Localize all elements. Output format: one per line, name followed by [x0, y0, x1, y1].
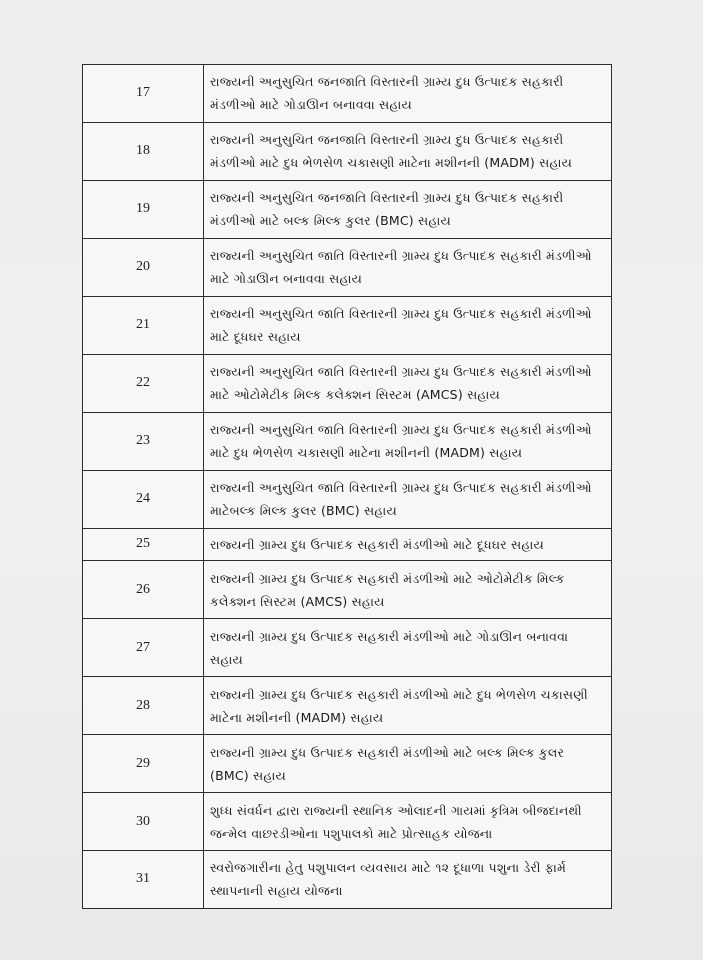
- scheme-description: રાજ્યની ગ્રામ્ય દુધ ઉત્પાદક સહકારી મંડળીઓ માટે દૂધઘર સહાય: [204, 528, 612, 561]
- scheme-list-table: [82, 64, 612, 909]
- table-row: [83, 470, 612, 528]
- row-number: 22: [83, 354, 204, 412]
- table-row: [83, 677, 612, 735]
- row-number: 19: [83, 180, 204, 238]
- row-number: 27: [83, 619, 204, 677]
- table-row: [83, 561, 612, 619]
- table-row: [83, 296, 612, 354]
- table-row: [83, 850, 612, 908]
- row-number: 17: [83, 65, 204, 123]
- table-row: [83, 180, 612, 238]
- table-row: [83, 619, 612, 677]
- row-number: 18: [83, 122, 204, 180]
- row-number: 26: [83, 561, 204, 619]
- row-number: 31: [83, 850, 204, 908]
- row-number: 29: [83, 735, 204, 793]
- table-row: [83, 528, 612, 561]
- table-row: [83, 354, 612, 412]
- row-number: 25: [83, 528, 204, 561]
- scheme-description: રાજ્યની અનુસુચિત જાતિ વિસ્તારની ગ્રામ્ય દુધ ઉત્પાદક સહકારી મંડળીઓ માટે દૂધઘર સહાય: [204, 296, 612, 354]
- row-number: 20: [83, 238, 204, 296]
- table-row: [83, 65, 612, 123]
- row-number: 30: [83, 793, 204, 851]
- table-row: [83, 238, 612, 296]
- scheme-description: રાજ્યની અનુસુચિત જાતિ વિસ્તારની ગ્રામ્ય દુધ ઉત્પાદક સહકારી મંડળીઓ માટે ઓટોમેટીક મિલ્ક કલેક્શન સિસ્ટમ (AMCS) સહાય: [204, 354, 612, 412]
- table-row: [83, 793, 612, 851]
- table-row: [83, 412, 612, 470]
- scheme-description: સ્વરોજગારીના હેતુ પશુપાલન વ્યવસાય માટે ૧૨ દૂધાળા પશુના ડેરી ફાર્મ સ્થાપનાની સહાય યોજના: [204, 850, 612, 908]
- scheme-description: શુધ્ધ સંવર્ધન દ્વારા રાજ્યની સ્થાનિક ઓલાદની ગાયમાં કૃત્રિમ બીજદાનથી જન્મેલ વાછરડીઓના પશુપાલકો માટે પ્રોત્સાહક યોજના: [204, 793, 612, 851]
- scheme-description: રાજ્યની અનુસુચિત જનજાતિ વિસ્તારની ગ્રામ્ય દુધ ઉત્પાદક સહકારી મંડળીઓ માટે દુધ ભેળસેળ ચકાસણી માટેના મશીનની (MADM) સહાય: [204, 122, 612, 180]
- row-number: 21: [83, 296, 204, 354]
- scheme-description: રાજ્યની અનુસુચિત જાતિ વિસ્તારની ગ્રામ્ય દુધ ઉત્પાદક સહકારી મંડળીઓ માટેબલ્ક મિલ્ક કુલર (BMC) સહાય: [204, 470, 612, 528]
- table-row: [83, 735, 612, 793]
- table-body: [83, 65, 612, 909]
- scheme-description: રાજ્યની અનુસુચિત જનજાતિ વિસ્તારની ગ્રામ્ય દુધ ઉત્પાદક સહકારી મંડળીઓ માટે બલ્ક મિલ્ક કુલર (BMC) સહાય: [204, 180, 612, 238]
- scheme-description: રાજ્યની ગ્રામ્ય દુધ ઉત્પાદક સહકારી મંડળીઓ માટે ગોડાઊન બનાવવા સહાય: [204, 619, 612, 677]
- scheme-description: રાજ્યની ગ્રામ્ય દુધ ઉત્પાદક સહકારી મંડળીઓ માટે બલ્ક મિલ્ક કુલર (BMC) સહાય: [204, 735, 612, 793]
- row-number: 24: [83, 470, 204, 528]
- table-row: [83, 122, 612, 180]
- row-number: 28: [83, 677, 204, 735]
- scheme-description: રાજ્યની ગ્રામ્ય દુધ ઉત્પાદક સહકારી મંડળીઓ માટે દુધ ભેળસેળ ચકાસણી માટેના મશીનની (MADM) સહાય: [204, 677, 612, 735]
- scheme-description: રાજ્યની અનુસુચિત જાતિ વિસ્તારની ગ્રામ્ય દુધ ઉત્પાદક સહકારી મંડળીઓ માટે દુધ ભેળસેળ ચકાસણી માટેના મશીનની (MADM) સહાય: [204, 412, 612, 470]
- row-number: 23: [83, 412, 204, 470]
- scheme-description: રાજ્યની ગ્રામ્ય દુધ ઉત્પાદક સહકારી મંડળીઓ માટે ઓટોમેટીક મિલ્ક કલેક્શન સિસ્ટમ (AMCS) સહાય: [204, 561, 612, 619]
- scheme-description: રાજ્યની અનુસુચિત જનજાતિ વિસ્તારની ગ્રામ્ય દુધ ઉત્પાદક સહકારી મંડળીઓ માટે ગોડાઊન બનાવવા સહાય: [204, 65, 612, 123]
- scheme-description: રાજ્યની અનુસુચિત જાતિ વિસ્તારની ગ્રામ્ય દુધ ઉત્પાદક સહકારી મંડળીઓ માટે ગોડાઊન બનાવવા સહાય: [204, 238, 612, 296]
